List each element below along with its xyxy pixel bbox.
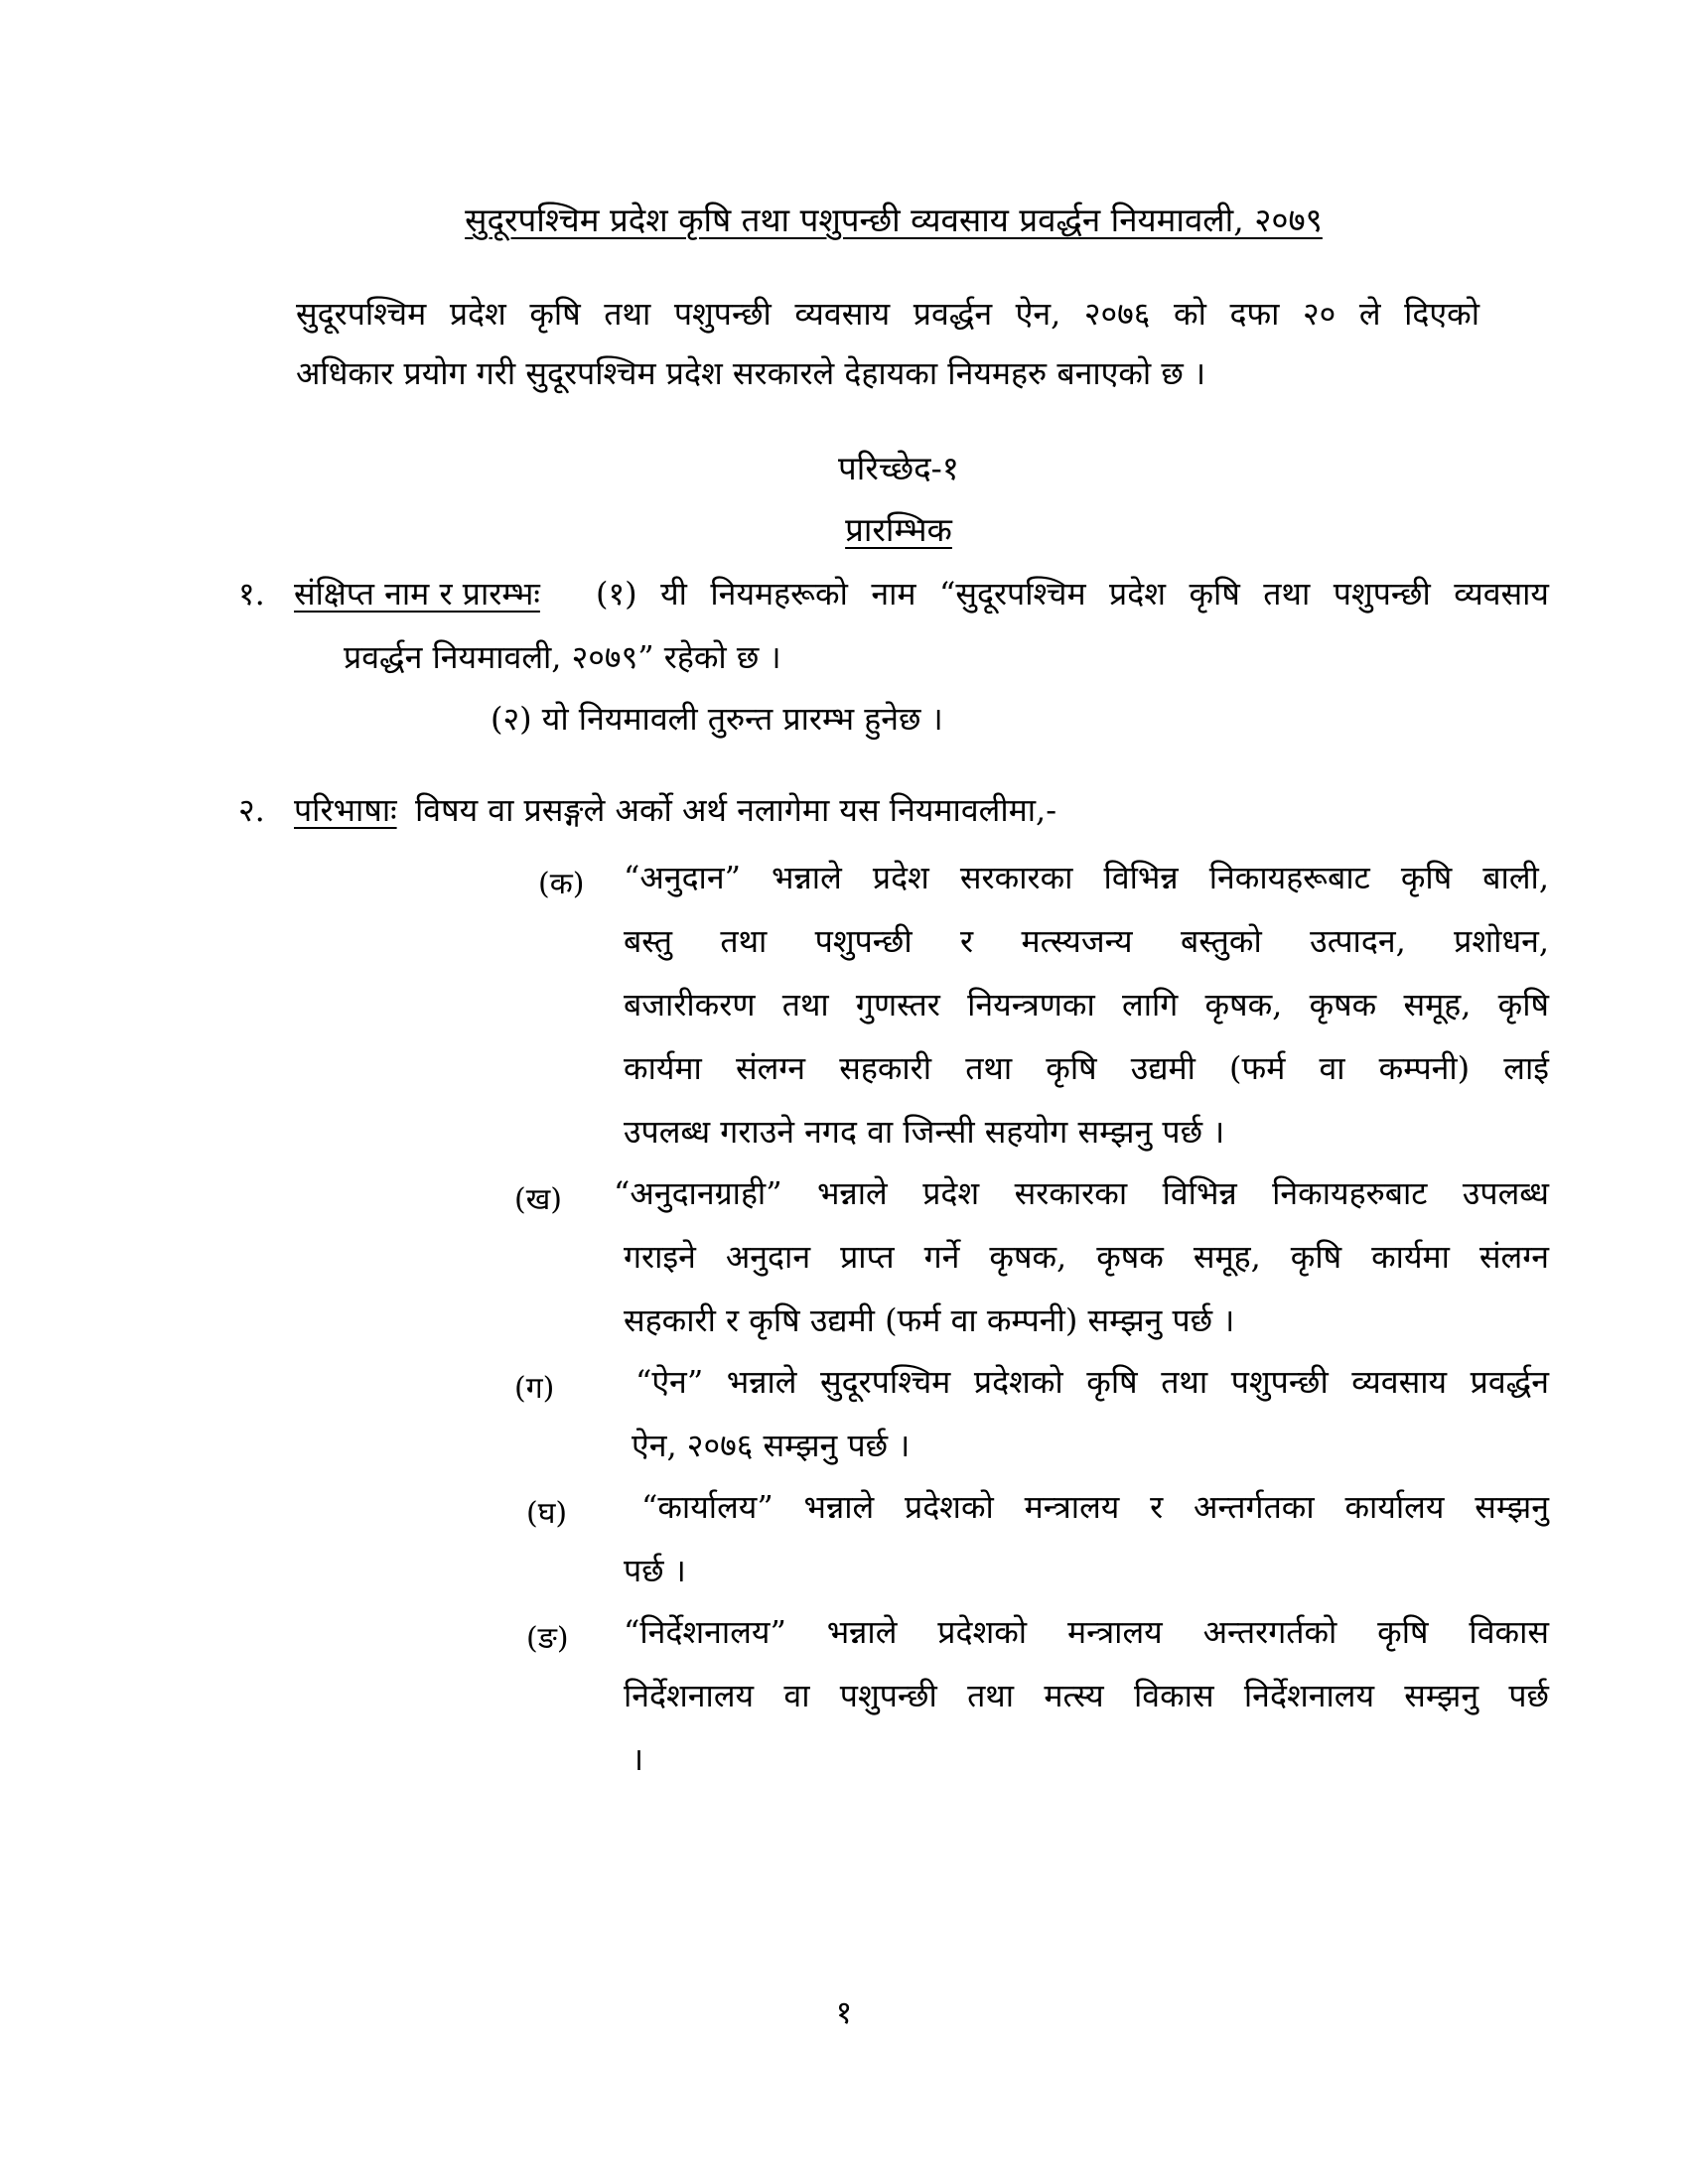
definition-nga-line-3: ।	[632, 1740, 644, 1778]
definition-ka-line-2: बस्तु तथा पशुपन्छी र मत्स्यजन्य बस्तुको उत्पादन, प्रशोधन,	[624, 922, 1549, 960]
definition-label-nga: (ङ)	[526, 1621, 569, 1656]
preamble-line-1: सुदूरपश्चिम प्रदेश कृषि तथा पशुपन्छी व्यवसाय प्रवर्द्धन ऐन, २०७६ को दफा २० ले दिएको	[296, 295, 1479, 333]
rule-2-heading: परिभाषाः	[294, 791, 397, 829]
definition-ka-line-3: बजारीकरण तथा गुणस्तर नियन्त्रणका लागि कृषक, कृषक समूह, कृषि	[624, 986, 1549, 1024]
definition-ga-line-1: “ऐन” भन्नाले सुदूरपश्चिम प्रदेशको कृषि तथा पशुपन्छी व्यवसाय प्रवर्द्धन	[635, 1363, 1549, 1401]
definition-label-kha: (ख)	[514, 1182, 562, 1217]
page-number: १	[835, 1993, 853, 2031]
rule-2-number: २.	[238, 791, 265, 829]
definition-ka-line-4: कार्यमा संलग्न सहकारी तथा कृषि उद्यमी (फर्म वा कम्पनी) लाई	[624, 1049, 1549, 1087]
definition-ka-line-1: “अनुदान” भन्नाले प्रदेश सरकारका विभिन्न निकायहरूबाट कृषि बाली,	[624, 859, 1549, 896]
definition-gha-line-1: “कार्यालय” भन्नाले प्रदेशको मन्त्रालय र अन्तर्गतका कार्यालय सम्झनु	[641, 1488, 1549, 1526]
document-title: सुदूरपश्चिम प्रदेश कृषि तथा पशुपन्छी व्यवसाय प्रवर्द्धन नियमावली, २०७९	[465, 201, 1323, 239]
definition-kha-line-3: सहकारी र कृषि उद्यमी (फर्म वा कम्पनी) सम्झनु पर्छ ।	[624, 1301, 1235, 1339]
definition-kha-line-2: गराइने अनुदान प्राप्त गर्ने कृषक, कृषक समूह, कृषि कार्यमा संलग्न	[624, 1238, 1549, 1276]
chapter-number: परिच्छेद-१	[838, 449, 959, 487]
definition-gha-line-2: पर्छ ।	[624, 1552, 686, 1589]
definition-kha-line-1: “अनुदानग्राही” भन्नाले प्रदेश सरकारका विभिन्न निकायहरुबाट उपलब्ध	[614, 1174, 1549, 1212]
rule-1-number: १.	[238, 575, 265, 613]
definition-label-ka: (क)	[538, 867, 585, 901]
definition-ka-line-5: उपलब्ध गराउने नगद वा जिन्सी सहयोग सम्झनु पर्छ ।	[624, 1113, 1225, 1151]
definition-label-gha: (घ)	[526, 1496, 568, 1531]
preamble-line-2: अधिकार प्रयोग गरी सुदूरपश्चिम प्रदेश सरकारले देहायका नियमहरु बनाएको छ ।	[296, 354, 1206, 392]
chapter-title: प्रारम्भिक	[845, 510, 952, 549]
definition-nga-line-1: “निर्देशनालय” भन्नाले प्रदेशको मन्त्रालय अन्तरगर्तको कृषि विकास	[624, 1613, 1549, 1651]
rule-1-line-1: (१) यी नियमहरूको नाम “सुदूरपश्चिम प्रदेश कृषि तथा पशुपन्छी व्यवसाय	[596, 575, 1549, 613]
definition-nga-line-2: निर्देशनालय वा पशुपन्छी तथा मत्स्य विकास निर्देशनालय सम्झनु पर्छ	[624, 1677, 1549, 1714]
definition-label-ga: (ग)	[514, 1371, 555, 1406]
rule-1-subrule-2: (२) यो नियमावली तुरुन्त प्रारम्भ हुनेछ ।	[491, 700, 943, 738]
rule-1-line-2: प्रवर्द्धन नियमावली, २०७९” रहेको छ ।	[344, 638, 781, 676]
rule-1-heading: संक्षिप्त नाम र प्रारम्भः	[294, 575, 540, 613]
definition-ga-line-2: ऐन, २०७६ सम्झनु पर्छ ।	[632, 1427, 911, 1464]
rule-2-intro: विषय वा प्रसङ्गले अर्को अर्थ नलागेमा यस नियमावलीमा,-	[415, 791, 1057, 829]
